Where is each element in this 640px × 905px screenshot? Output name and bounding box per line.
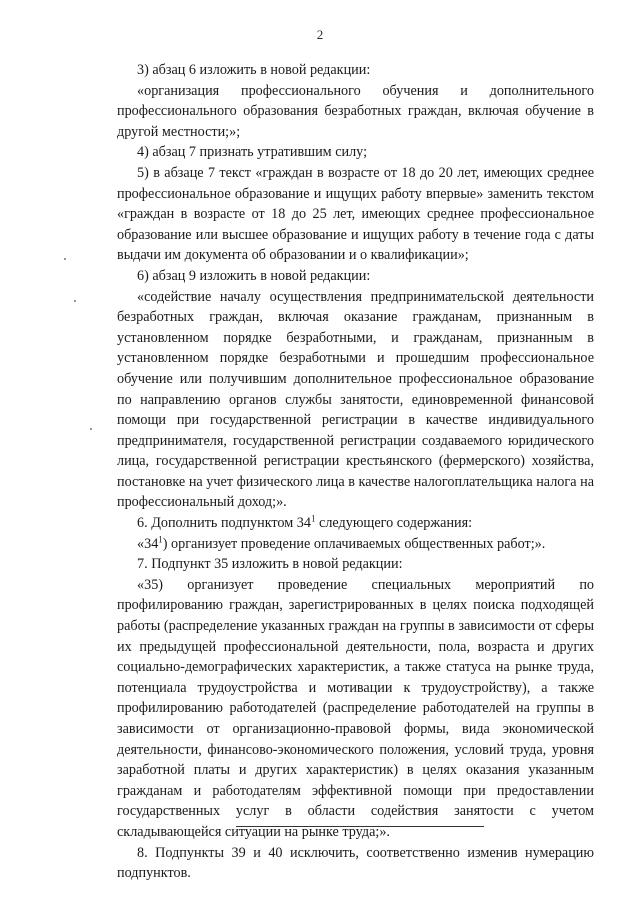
paragraph [117, 513, 594, 534]
paragraph: «содействие началу осуществления предпринимательской деятельности безработных граждан, включая оказание гражданам, признанным в установленном порядке безработными, и гражданам, признанным в установленном порядке безработными и прошедшим профессиональное обучение или получившим дополнительное профессиональное образование по направлению органов службы занятости, единовременной финансовой помощи при государственной регистрации в качестве индивидуального предпринимателя, государственной регистрации создаваемого юридического лица, государственной регистрации крестьянского (фермерского) хозяйства, постановке на учет физического лица в качестве налогоплательщика налога на профессиональный доход;». [117, 288, 594, 511]
paragraph: «организация профессионального обучения и дополнительного профессионального образования безработных граждан, включая обучение в другой местности;»; [117, 82, 594, 140]
page-number: 2 [316, 27, 324, 42]
document-body [117, 60, 594, 884]
paragraph: «35) организует проведение специальных мероприятий по профилированию граждан, зарегистрированных в целях поиска подходящей работы (распределение указанных граждан на группы в зависимости от сферы их предыдущей профессиональной деятельности, пола, возраста и других социально-демографических характеристик, а также статуса на рынке труда, потенциала трудоустройства и мотивации к трудоустройству), а также профилированию работодателей (распределение работодателей на группы в зависимости от организационно-правовой формы, вида экономической деятельности, финансово-экономического положения, условий труда, уровня заработной платы и других характеристик) в целях оказания указанным гражданам и работодателям эффективной помощи при предоставлении государственных услуг в области содействия занятости с учетом складывающейся ситуации на рынке труда;». [117, 576, 594, 840]
paragraph-text: ) организует проведение оплачиваемых общественных работ;». [162, 535, 546, 552]
paragraph: 4) абзац 7 признать утратившим силу; [137, 144, 368, 161]
superscript: 1 [310, 513, 316, 524]
closing-rule [236, 826, 484, 827]
paragraph-text: следующего содержания: [315, 515, 473, 532]
paragraph [117, 534, 594, 555]
paragraph: 8. Подпункты 39 и 40 исключить, соответственно изменив нумерацию подпунктов. [117, 844, 594, 882]
scan-speck [64, 258, 66, 260]
paragraph: 7. Подпункт 35 изложить в новой редакции: [137, 556, 403, 573]
scan-speck [90, 428, 92, 430]
paragraph-text: 6. Дополнить подпунктом 34 [137, 515, 311, 532]
paragraph: 6) абзац 9 изложить в новой редакции: [137, 267, 371, 284]
scan-speck [74, 300, 76, 302]
paragraph-text: «34 [137, 535, 159, 552]
superscript: 1 [158, 533, 163, 544]
paragraph: 5) в абзаце 7 текст «граждан в возрасте от 18 до 20 лет, имеющих среднее профессиональное образование и ищущих работу впервые» заменить текстом «граждан в возрасте от 18 до 25 лет, имеющих среднее профессиональное образование или высшее образование и ищущих работу в течение года с даты выдачи им документа об образовании и о квалификации»; [117, 164, 594, 264]
paragraph: 3) абзац 6 изложить в новой редакции: [137, 62, 371, 78]
